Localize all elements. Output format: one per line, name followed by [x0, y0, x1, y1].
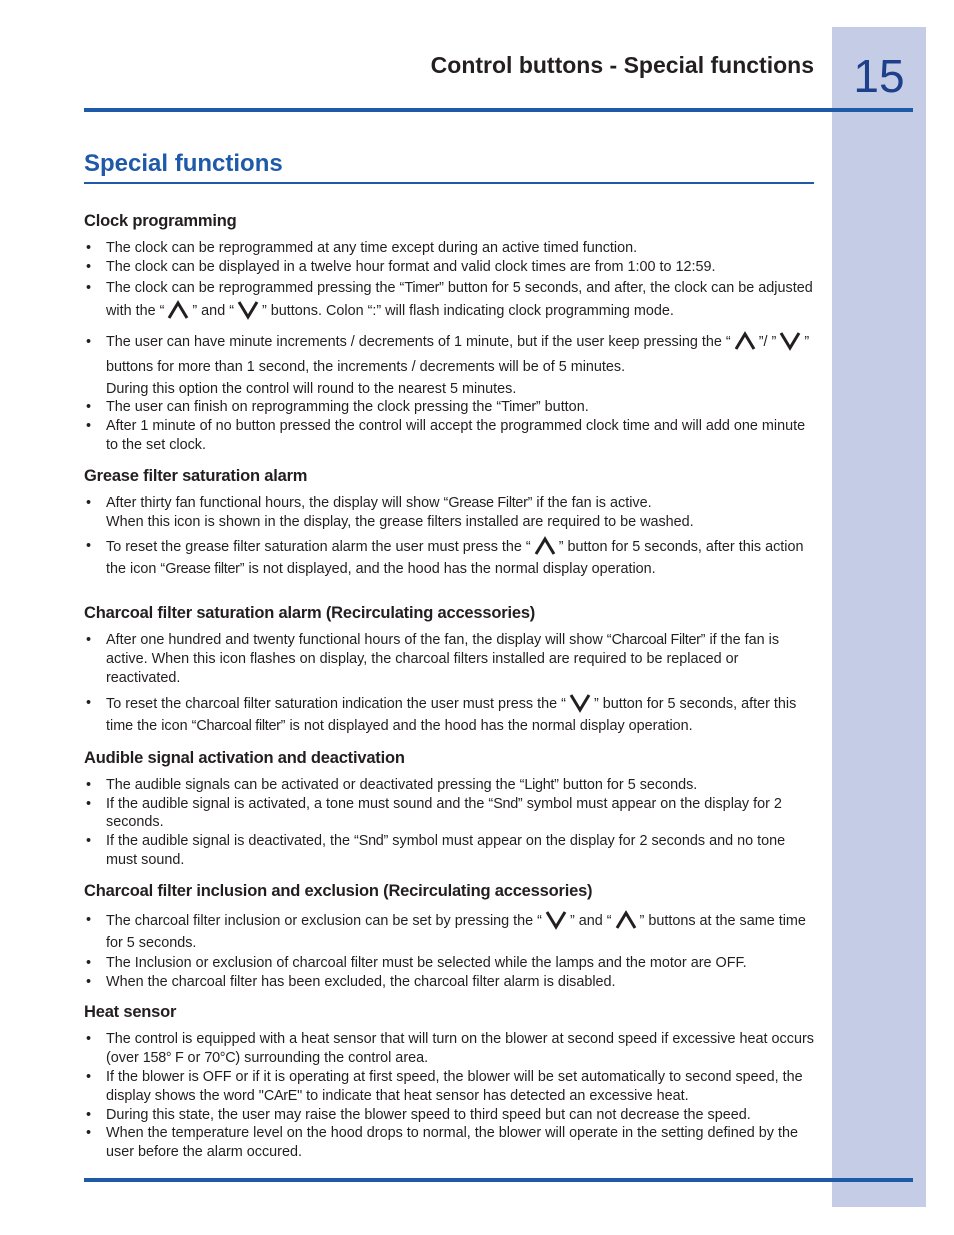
subhead-charcoal-inclusion: Charcoal filter inclusion and exclusion (Recirculating accessories)	[84, 881, 593, 900]
list-item: • The clock can be reprogrammed at any time except during an active timed function.	[84, 239, 814, 258]
side-tab	[832, 27, 926, 1207]
section-rule	[84, 182, 814, 184]
content	[84, 212, 814, 1162]
header-rule	[84, 108, 913, 112]
list-clock	[84, 239, 814, 455]
chevron-down-icon	[545, 909, 567, 931]
chevron-down-icon	[237, 299, 259, 321]
list-heat-sensor	[84, 1030, 814, 1162]
list-item: • When the charcoal filter has been excluded, the charcoal filter alarm is disabled.	[84, 973, 814, 992]
chevron-up-icon	[167, 299, 189, 321]
footer-rule	[84, 1178, 913, 1182]
list-charcoal-alarm	[84, 631, 814, 736]
list-item: • The user can have minute increments / decrements of 1 minute, but if the user keep pressing the “ ”/ ” ” buttons for more than 1 second, the increments / decrements will be of 5 minutes. During this option the control will round to the nearest 5 minutes.	[84, 330, 814, 399]
list-item: • After 1 minute of no button pressed the control will accept the programmed clock time and will add one minute to the set clock.	[84, 417, 814, 455]
list-item: • The user can finish on reprogramming the clock pressing the “Timer” button.	[84, 398, 814, 417]
chevron-down-icon	[569, 692, 591, 714]
page-number: 15	[853, 50, 905, 102]
list-charcoal-inclusion	[84, 909, 814, 992]
chevron-up-icon	[734, 330, 756, 352]
subhead-charcoal-alarm: Charcoal filter saturation alarm (Recirculating accessories)	[84, 604, 536, 623]
list-item: • If the blower is OFF or if it is operating at first speed, the blower will be set automatically to second speed, the display shows the word "CArE" to indicate that heat sensor has detected an excessive heat.	[84, 1068, 814, 1106]
list-grease	[84, 494, 814, 581]
chevron-up-icon	[615, 909, 637, 931]
chevron-up-icon	[534, 535, 556, 557]
subhead-audible: Audible signal activation and deactivation	[84, 748, 405, 767]
subhead-clock: Clock programming	[84, 212, 237, 230]
list-item: • When the temperature level on the hood drops to normal, the blower will operate in the setting defined by the user before the alarm occured.	[84, 1124, 814, 1162]
list-item: • The charcoal filter inclusion or exclusion can be set by pressing the “ ” and “ ” buttons at the same time for 5 seconds.	[84, 909, 814, 954]
list-item: • The clock can be reprogrammed pressing the “Timer” button for 5 seconds, and after, the clock can be adjusted with the “ ” and “ ” buttons. Colon “:” will flash indicating clock programming mode.	[84, 277, 814, 322]
list-item: • To reset the grease filter saturation alarm the user must press the “ ” button for 5 seconds, after this action the icon “Grease filter” is not displayed, and the hood has the normal display operation.	[84, 535, 814, 580]
list-item: • During this state, the user may raise the blower speed to third speed but can not decrease the speed.	[84, 1106, 814, 1125]
list-item: • If the audible signal is deactivated, the “Snd” symbol must appear on the display for 2 seconds and no tone must sound.	[84, 832, 814, 870]
section-title: Special functions	[84, 150, 283, 177]
header-title: Control buttons - Special functions	[430, 52, 814, 78]
list-item: • After thirty fan functional hours, the display will show “Grease Filter” if the fan is active. When this icon is shown in the display, the grease filters installed are required to be washed.	[84, 494, 814, 532]
subhead-grease: Grease filter saturation alarm	[84, 466, 308, 485]
list-audible	[84, 776, 814, 870]
list-item: • After one hundred and twenty functional hours of the fan, the display will show “Charcoal Filter” if the fan is active. When this icon flashes on display, the charcoal filters installed are required to be replaced or reactivated.	[84, 631, 814, 687]
list-item: • The Inclusion or exclusion of charcoal filter must be selected while the lamps and the motor are OFF.	[84, 954, 814, 973]
list-item: • The audible signals can be activated or deactivated pressing the “Light” button for 5 seconds.	[84, 776, 814, 795]
list-item: • If the audible signal is activated, a tone must sound and the “Snd” symbol must appear on the display for 2 seconds.	[84, 795, 814, 833]
subhead-heat-sensor: Heat sensor	[84, 1003, 177, 1022]
chevron-down-icon	[779, 330, 801, 352]
list-item: • The control is equipped with a heat sensor that will turn on the blower at second speed if excessive heat occurs (over 158° F or 70°C) surrounding the control area.	[84, 1030, 814, 1068]
list-item: • To reset the charcoal filter saturation indication the user must press the “ ” button for 5 seconds, after this time the icon “Charcoal filter” is not displayed and the hood has the normal display operation.	[84, 692, 814, 737]
list-item: • The clock can be displayed in a twelve hour format and valid clock times are from 1:00 to 12:59.	[84, 258, 814, 277]
